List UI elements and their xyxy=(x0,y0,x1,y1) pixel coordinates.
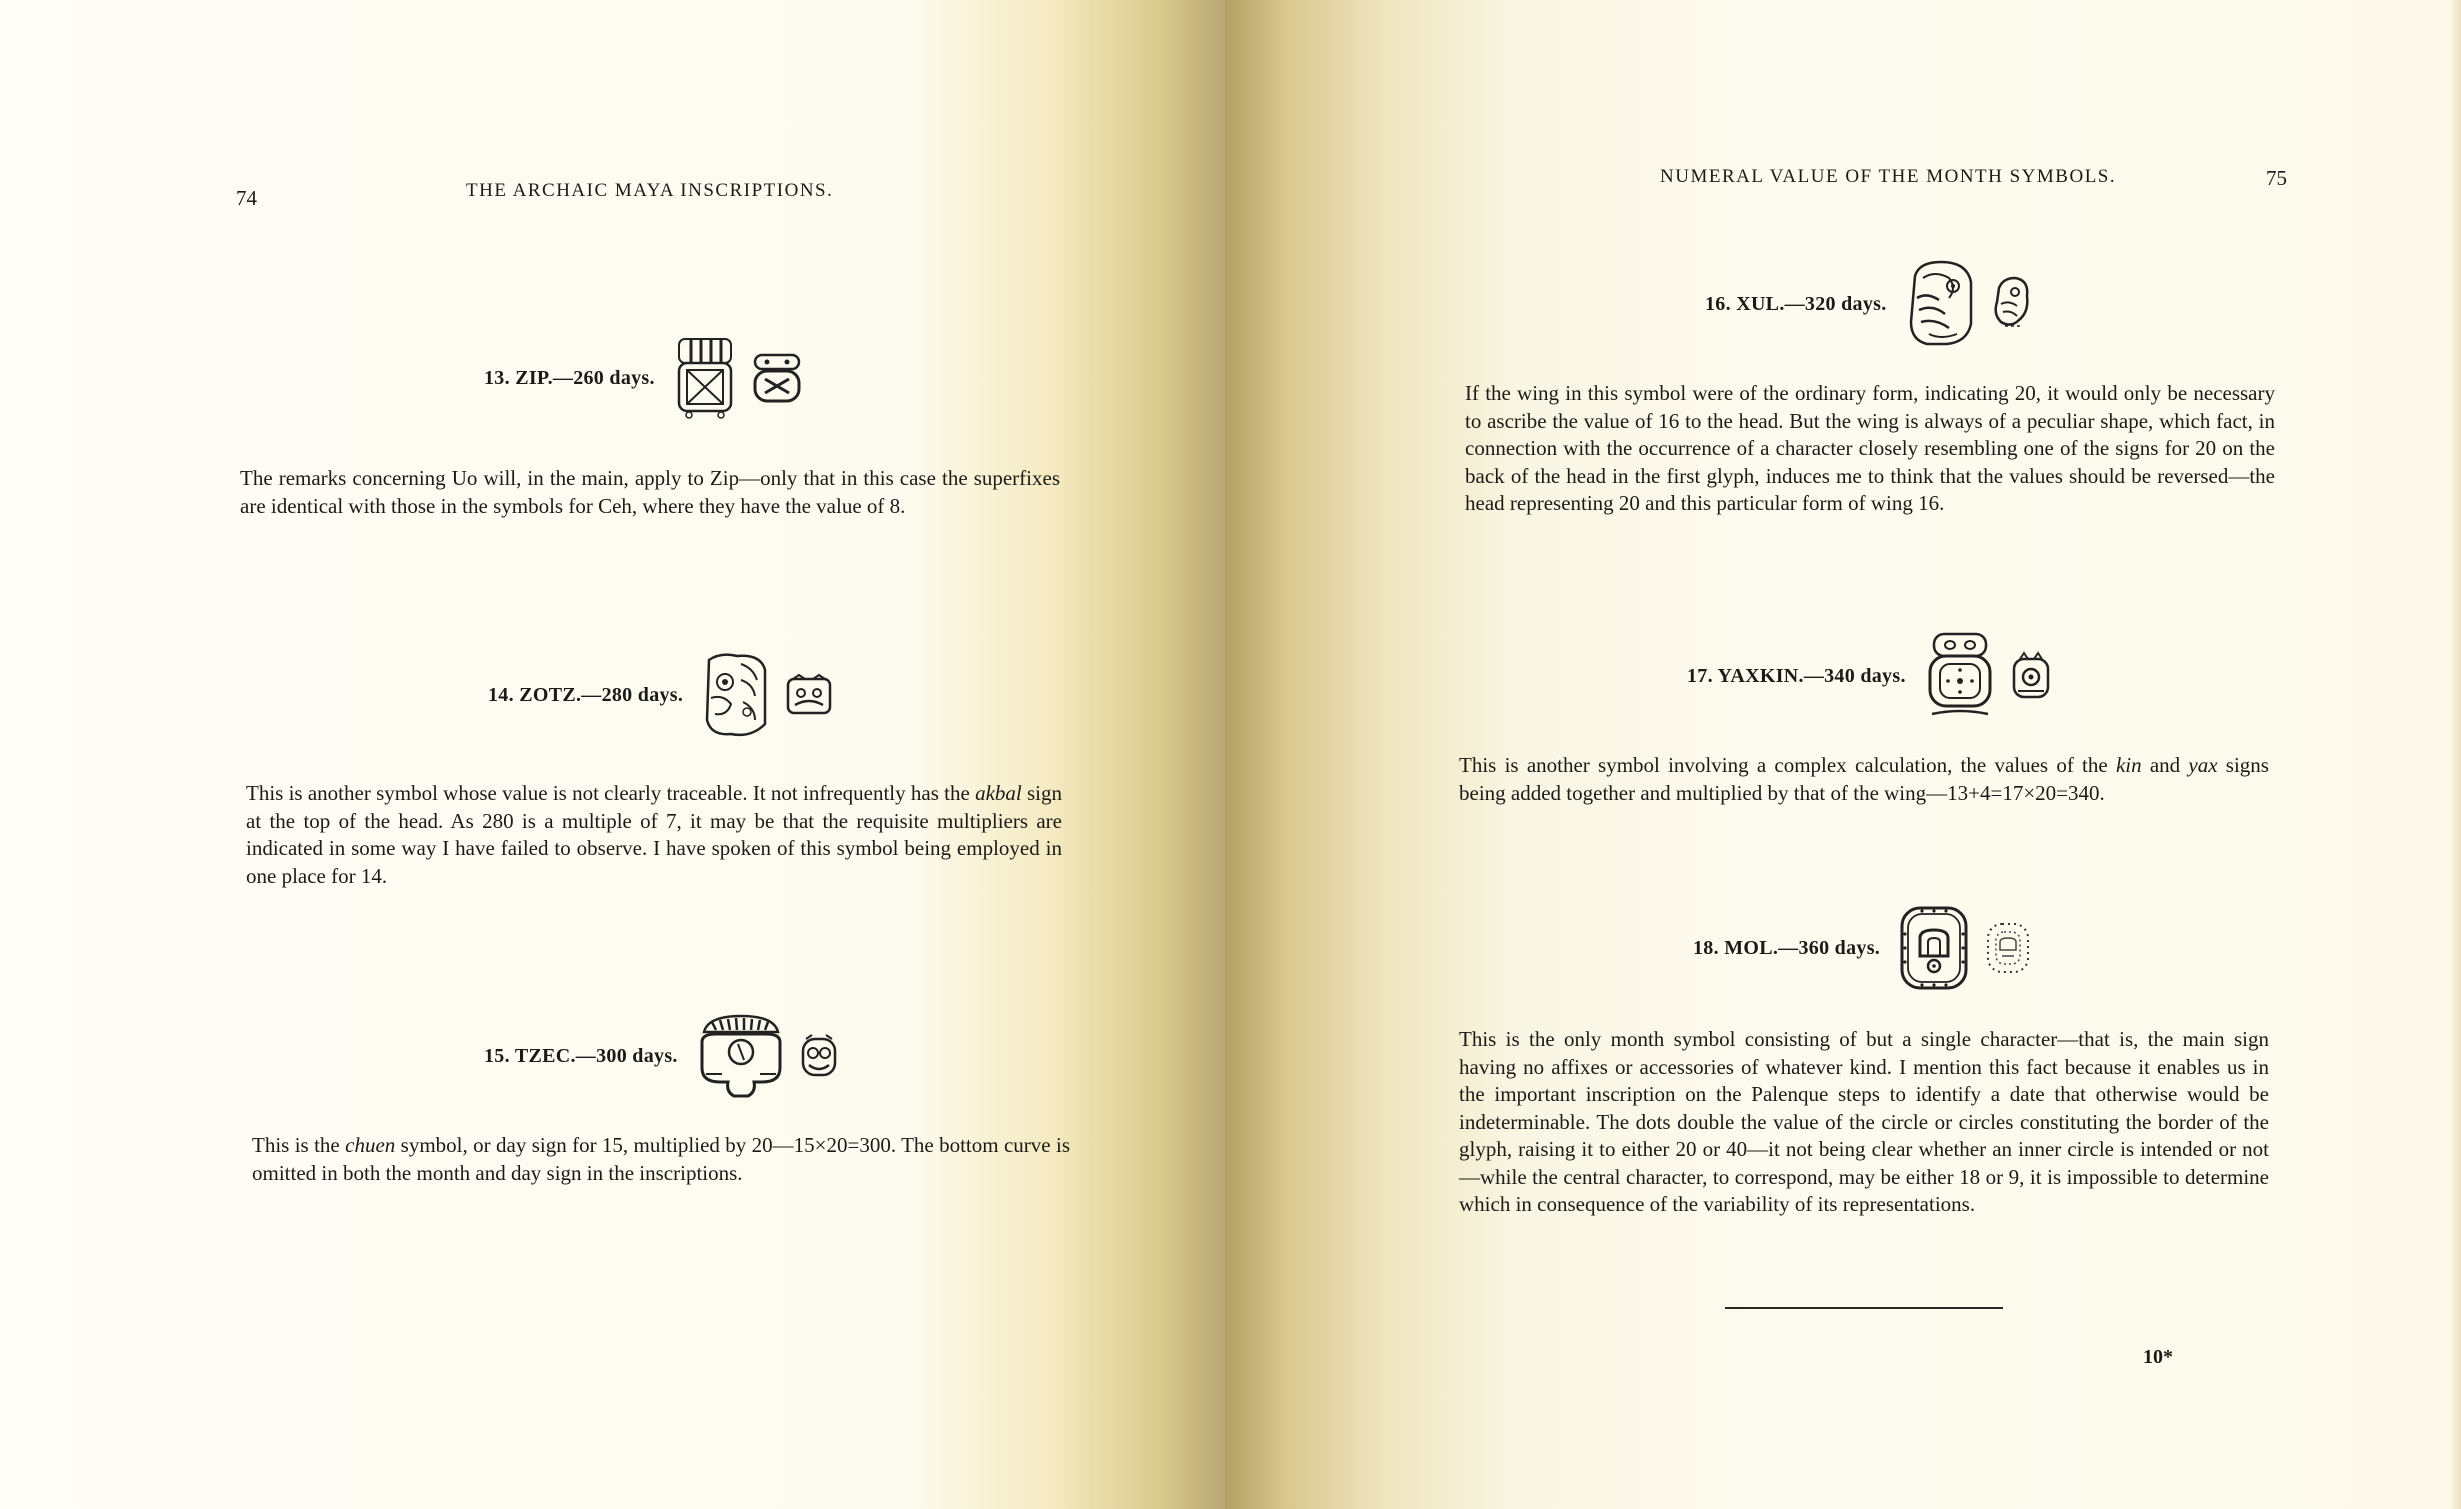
zip-day-sign-icon xyxy=(751,351,803,405)
paragraph-text: sign at the top of the head. As 280 is a multiple of 7, it may be that the requisite multipliers are indicated in some way I have failed to observe. I have spoken of this symbol being employed in one place for 14. xyxy=(246,781,1062,888)
xul-day-sign-icon xyxy=(1991,276,2031,332)
section-rule xyxy=(1725,1307,2003,1309)
entry-zotz xyxy=(488,650,833,740)
glyph-group xyxy=(1924,630,2052,722)
entry-title: 17. YAXKIN.—340 days. xyxy=(1687,664,1906,687)
right-page xyxy=(1225,0,2461,1509)
paragraph-zotz xyxy=(246,780,1062,890)
glyph-group xyxy=(673,335,803,421)
paragraph-zip: The remarks concerning Uo will, in the main, apply to Zip—only that in this case the superfixes are identical with those in the symbols for Ceh, where they have the value of 8. xyxy=(240,466,1060,518)
paragraph-tzec xyxy=(252,1132,1070,1187)
entry-title: 16. XUL.—320 days. xyxy=(1705,292,1887,315)
left-page xyxy=(0,0,1225,1509)
paragraph-text: signs being added together and multiplied by that of the wing—13+4=17×20=340. xyxy=(1459,753,2269,805)
tzec-month-glyph-icon xyxy=(696,1012,786,1100)
entry-title: 18. MOL.—360 days. xyxy=(1693,936,1881,959)
glyph-group xyxy=(1898,904,2032,992)
entry-mol xyxy=(1693,904,2032,992)
yaxkin-day-sign-icon xyxy=(2010,651,2052,701)
entry-zip xyxy=(484,335,803,421)
paragraph-xul: If the wing in this symbol were of the ordinary form, indicating 20, it would only be necessary to ascribe the value of 16 to the head. But the wing is always of a peculiar shape, which fact, in connection with the occurrence of a character closely resembling one of the signs for 20 on the back of the head in the first glyph, induces me to think that the values should be reversed—the head representing 20 and this particular form of wing 16. xyxy=(1465,381,2275,515)
zotz-day-sign-icon xyxy=(785,673,833,717)
signature-mark: 10* xyxy=(2143,1346,2173,1368)
italic-term: akbal xyxy=(975,781,1022,805)
mol-dotted-variant-icon xyxy=(1984,920,2032,976)
paragraph-text: symbol, or day sign for 15, multiplied by 20—15×20=300. The bottom curve is omitted in both the month and day sign in the inscriptions. xyxy=(252,1133,1070,1185)
entry-title: 15. TZEC.—300 days. xyxy=(484,1044,678,1067)
page-number: 74 xyxy=(236,186,257,210)
paragraph-text: and xyxy=(2141,753,2189,777)
paragraph-mol: This is the only month symbol consisting of but a single character—that is, the main sign having no affixes or accessories of whatever kind. I mention this fact because it enables us in the important inscription on the Palenque steps to identify a date that otherwise would be indeterminable. The dots double the value of the circle or circles constituting the border of the glyph, raising it to either 20 or 40—it not being clear whether an inner circle is intended or not—while the central character, to correspond, may be either 18 or 9, it is impossible to determine which in consequence of the variability of its representations. xyxy=(1459,1027,2269,1216)
yaxkin-month-glyph-icon xyxy=(1924,630,1996,722)
entry-title: 14. ZOTZ.—280 days. xyxy=(488,683,684,706)
zip-month-glyph-icon xyxy=(673,335,737,421)
glyph-group xyxy=(1905,258,2031,350)
xul-month-glyph-icon xyxy=(1905,258,1977,350)
entry-xul xyxy=(1705,258,2031,350)
glyph-group xyxy=(696,1012,838,1100)
paragraph-text: This is another symbol whose value is not clearly traceable. It not infrequently has the xyxy=(246,781,976,805)
zotz-month-glyph-icon xyxy=(701,650,771,740)
running-head: NUMERAL VALUE OF THE MONTH SYMBOLS. xyxy=(1660,166,2117,187)
italic-term: yax xyxy=(2188,753,2218,777)
tzec-day-sign-icon xyxy=(800,1033,838,1079)
entry-title: 13. ZIP.—260 days. xyxy=(484,366,655,389)
glyph-group xyxy=(701,650,833,740)
entry-tzec xyxy=(484,1012,838,1100)
paragraph-yaxkin xyxy=(1459,752,2269,807)
entry-yaxkin xyxy=(1687,630,2052,722)
italic-term: kin xyxy=(2115,753,2142,777)
paragraph-text: This is the xyxy=(252,1133,346,1157)
page-number: 75 xyxy=(2266,166,2287,190)
paragraph-text: This is another symbol involving a complex calculation, the values of the xyxy=(1459,753,2116,777)
mol-month-glyph-icon xyxy=(1898,904,1970,992)
running-head: THE ARCHAIC MAYA INSCRIPTIONS. xyxy=(466,180,834,201)
italic-term: chuen xyxy=(345,1133,396,1157)
